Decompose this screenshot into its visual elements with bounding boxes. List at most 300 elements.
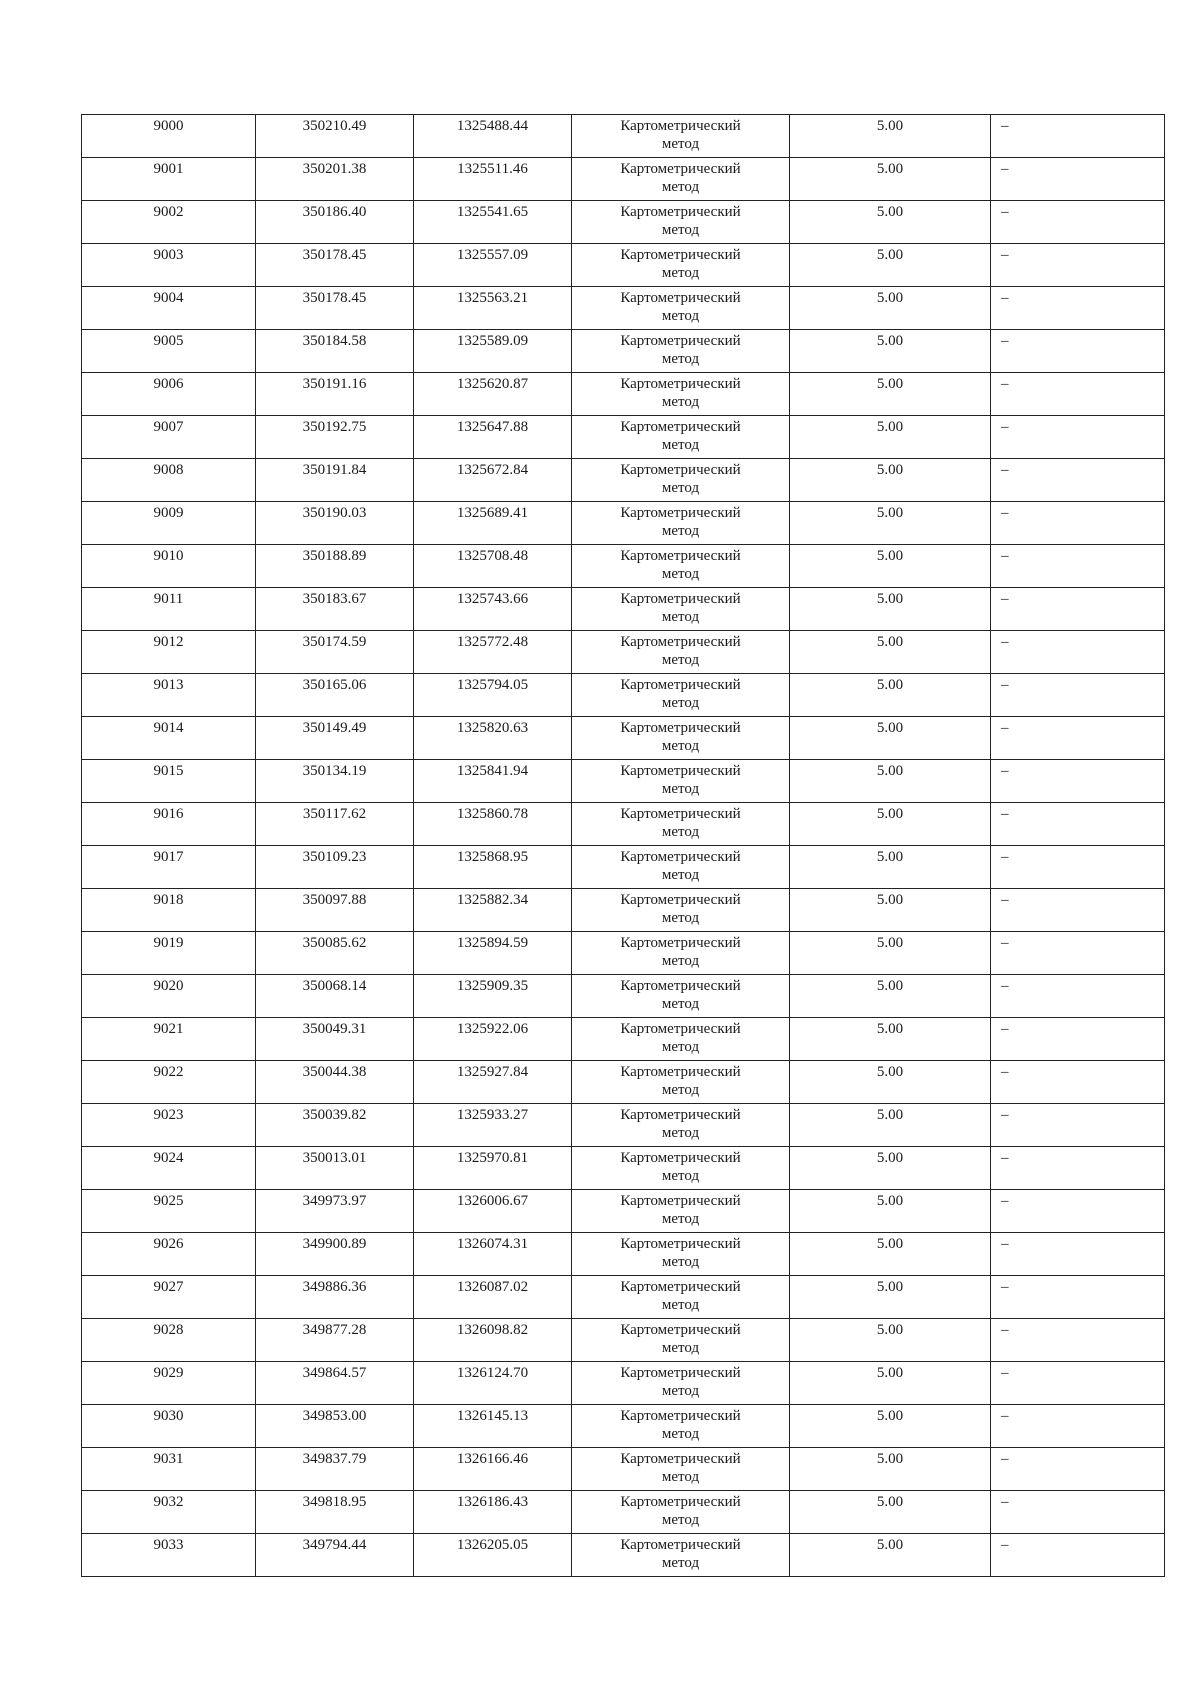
point-number-text: 9011 bbox=[153, 591, 184, 607]
y-coordinate-cell bbox=[414, 846, 572, 889]
x-coordinate-cell bbox=[256, 975, 414, 1018]
table-row bbox=[82, 674, 1165, 717]
point-number-text: 9009 bbox=[153, 505, 184, 521]
extra-cell bbox=[991, 717, 1165, 760]
x-coordinate-cell bbox=[256, 416, 414, 459]
method-line-1: Картометрический bbox=[620, 161, 741, 177]
extra-text: – bbox=[1001, 505, 1009, 521]
method-line-2: метод bbox=[661, 953, 700, 969]
extra-text: – bbox=[1001, 677, 1009, 693]
table-row bbox=[82, 416, 1165, 459]
method-line-1: Картометрический bbox=[620, 419, 741, 435]
point-number-text: 9006 bbox=[153, 376, 184, 392]
method-line-1: Картометрический bbox=[620, 462, 741, 478]
method-line-1: Картометрический bbox=[620, 204, 741, 220]
y-coordinate-text: 1325557.09 bbox=[456, 247, 529, 263]
x-coordinate-text: 350039.82 bbox=[302, 1107, 367, 1123]
extra-text: – bbox=[1001, 720, 1009, 736]
method-line-1: Картометрический bbox=[620, 1408, 741, 1424]
y-coordinate-text: 1325620.87 bbox=[456, 376, 529, 392]
x-coordinate-text: 350186.40 bbox=[302, 204, 367, 220]
table-row bbox=[82, 846, 1165, 889]
precision-cell bbox=[790, 932, 991, 975]
precision-text: 5.00 bbox=[876, 1494, 904, 1510]
point-number-cell bbox=[82, 158, 256, 201]
x-coordinate-cell bbox=[256, 1147, 414, 1190]
extra-text: – bbox=[1001, 978, 1009, 994]
precision-text: 5.00 bbox=[876, 591, 904, 607]
table-row bbox=[82, 1147, 1165, 1190]
point-number-text: 9008 bbox=[153, 462, 184, 478]
x-coordinate-cell bbox=[256, 1491, 414, 1534]
method-line-1: Картометрический bbox=[620, 1021, 741, 1037]
method-line-2: метод bbox=[661, 652, 700, 668]
extra-cell bbox=[991, 1448, 1165, 1491]
point-number-text: 9014 bbox=[153, 720, 184, 736]
extra-text: – bbox=[1001, 1537, 1009, 1553]
x-coordinate-text: 349900.89 bbox=[302, 1236, 367, 1252]
x-coordinate-cell bbox=[256, 1534, 414, 1577]
method-line-2: метод bbox=[661, 1512, 700, 1528]
y-coordinate-cell bbox=[414, 330, 572, 373]
x-coordinate-text: 349864.57 bbox=[302, 1365, 367, 1381]
table-row bbox=[82, 1448, 1165, 1491]
precision-text: 5.00 bbox=[876, 1408, 904, 1424]
y-coordinate-text: 1326145.13 bbox=[456, 1408, 529, 1424]
point-number-text: 9000 bbox=[153, 118, 184, 134]
x-coordinate-cell bbox=[256, 545, 414, 588]
y-coordinate-cell bbox=[414, 158, 572, 201]
y-coordinate-text: 1325927.84 bbox=[456, 1064, 529, 1080]
precision-cell bbox=[790, 459, 991, 502]
table-row bbox=[82, 1276, 1165, 1319]
extra-text: – bbox=[1001, 806, 1009, 822]
extra-text: – bbox=[1001, 161, 1009, 177]
method-line-2: метод bbox=[661, 351, 700, 367]
point-number-text: 9032 bbox=[153, 1494, 184, 1510]
point-number-cell bbox=[82, 846, 256, 889]
precision-text: 5.00 bbox=[876, 290, 904, 306]
extra-cell bbox=[991, 674, 1165, 717]
x-coordinate-cell bbox=[256, 201, 414, 244]
method-line-2: метод bbox=[661, 781, 700, 797]
y-coordinate-cell bbox=[414, 416, 572, 459]
method-cell bbox=[572, 287, 790, 330]
x-coordinate-text: 349877.28 bbox=[302, 1322, 367, 1338]
method-cell bbox=[572, 459, 790, 502]
extra-cell bbox=[991, 244, 1165, 287]
x-coordinate-text: 350109.23 bbox=[302, 849, 367, 865]
method-line-1: Картометрический bbox=[620, 1451, 741, 1467]
x-coordinate-text: 350049.31 bbox=[302, 1021, 367, 1037]
point-number-cell bbox=[82, 631, 256, 674]
x-coordinate-cell bbox=[256, 330, 414, 373]
point-number-cell bbox=[82, 1491, 256, 1534]
precision-cell bbox=[790, 889, 991, 932]
point-number-text: 9007 bbox=[153, 419, 184, 435]
y-coordinate-text: 1325868.95 bbox=[456, 849, 529, 865]
extra-text: – bbox=[1001, 591, 1009, 607]
x-coordinate-cell bbox=[256, 244, 414, 287]
point-number-text: 9022 bbox=[153, 1064, 184, 1080]
x-coordinate-text: 350117.62 bbox=[302, 806, 367, 822]
precision-text: 5.00 bbox=[876, 806, 904, 822]
point-number-cell bbox=[82, 760, 256, 803]
point-number-cell bbox=[82, 1276, 256, 1319]
point-number-text: 9029 bbox=[153, 1365, 184, 1381]
y-coordinate-text: 1325647.88 bbox=[456, 419, 529, 435]
method-cell bbox=[572, 416, 790, 459]
y-coordinate-text: 1325743.66 bbox=[456, 591, 529, 607]
x-coordinate-cell bbox=[256, 115, 414, 158]
extra-text: – bbox=[1001, 1279, 1009, 1295]
method-line-1: Картометрический bbox=[620, 376, 741, 392]
point-number-cell bbox=[82, 115, 256, 158]
method-line-2: метод bbox=[661, 1469, 700, 1485]
method-line-2: метод bbox=[661, 437, 700, 453]
table-row bbox=[82, 158, 1165, 201]
precision-text: 5.00 bbox=[876, 161, 904, 177]
x-coordinate-text: 350013.01 bbox=[302, 1150, 367, 1166]
y-coordinate-cell bbox=[414, 1147, 572, 1190]
y-coordinate-cell bbox=[414, 717, 572, 760]
table-row bbox=[82, 373, 1165, 416]
precision-cell bbox=[790, 1190, 991, 1233]
method-cell bbox=[572, 545, 790, 588]
y-coordinate-text: 1325794.05 bbox=[456, 677, 529, 693]
precision-text: 5.00 bbox=[876, 978, 904, 994]
point-number-text: 9004 bbox=[153, 290, 184, 306]
precision-cell bbox=[790, 201, 991, 244]
y-coordinate-cell bbox=[414, 1190, 572, 1233]
precision-cell bbox=[790, 846, 991, 889]
x-coordinate-cell bbox=[256, 373, 414, 416]
method-line-2: метод bbox=[661, 738, 700, 754]
method-line-1: Картометрический bbox=[620, 634, 741, 650]
y-coordinate-text: 1325708.48 bbox=[456, 548, 529, 564]
table-row bbox=[82, 1018, 1165, 1061]
x-coordinate-text: 350201.38 bbox=[302, 161, 367, 177]
method-line-1: Картометрический bbox=[620, 1150, 741, 1166]
y-coordinate-cell bbox=[414, 115, 572, 158]
precision-text: 5.00 bbox=[876, 204, 904, 220]
precision-cell bbox=[790, 1147, 991, 1190]
precision-cell bbox=[790, 975, 991, 1018]
method-cell bbox=[572, 1147, 790, 1190]
y-coordinate-cell bbox=[414, 1018, 572, 1061]
extra-cell bbox=[991, 502, 1165, 545]
table-row bbox=[82, 115, 1165, 158]
precision-text: 5.00 bbox=[876, 1279, 904, 1295]
y-coordinate-text: 1325933.27 bbox=[456, 1107, 529, 1123]
x-coordinate-cell bbox=[256, 502, 414, 545]
table-row bbox=[82, 1362, 1165, 1405]
extra-cell bbox=[991, 1147, 1165, 1190]
method-line-1: Картометрический bbox=[620, 118, 741, 134]
table-row bbox=[82, 1190, 1165, 1233]
method-line-2: метод bbox=[661, 609, 700, 625]
method-line-2: метод bbox=[661, 1168, 700, 1184]
point-number-text: 9005 bbox=[153, 333, 184, 349]
x-coordinate-text: 350190.03 bbox=[302, 505, 367, 521]
x-coordinate-text: 350210.49 bbox=[302, 118, 367, 134]
y-coordinate-cell bbox=[414, 1104, 572, 1147]
y-coordinate-cell bbox=[414, 502, 572, 545]
y-coordinate-cell bbox=[414, 1448, 572, 1491]
extra-cell bbox=[991, 803, 1165, 846]
y-coordinate-cell bbox=[414, 545, 572, 588]
y-coordinate-text: 1326124.70 bbox=[456, 1365, 529, 1381]
extra-cell bbox=[991, 1018, 1165, 1061]
method-line-1: Картометрический bbox=[620, 1537, 741, 1553]
method-line-2: метод bbox=[661, 179, 700, 195]
precision-cell bbox=[790, 1104, 991, 1147]
point-number-text: 9010 bbox=[153, 548, 184, 564]
table-row bbox=[82, 803, 1165, 846]
table-row bbox=[82, 330, 1165, 373]
y-coordinate-cell bbox=[414, 760, 572, 803]
table-row bbox=[82, 1319, 1165, 1362]
table-row bbox=[82, 287, 1165, 330]
method-cell bbox=[572, 631, 790, 674]
point-number-cell bbox=[82, 1448, 256, 1491]
precision-cell bbox=[790, 717, 991, 760]
point-number-cell bbox=[82, 717, 256, 760]
method-cell bbox=[572, 1534, 790, 1577]
y-coordinate-text: 1326087.02 bbox=[456, 1279, 529, 1295]
precision-cell bbox=[790, 1276, 991, 1319]
y-coordinate-cell bbox=[414, 1319, 572, 1362]
y-coordinate-text: 1325820.63 bbox=[456, 720, 529, 736]
x-coordinate-text: 350178.45 bbox=[302, 247, 367, 263]
point-number-text: 9017 bbox=[153, 849, 184, 865]
method-line-1: Картометрический bbox=[620, 1193, 741, 1209]
extra-text: – bbox=[1001, 1408, 1009, 1424]
method-line-1: Картометрический bbox=[620, 1064, 741, 1080]
method-line-1: Картометрический bbox=[620, 1322, 741, 1338]
method-cell bbox=[572, 889, 790, 932]
table-row bbox=[82, 1061, 1165, 1104]
extra-text: – bbox=[1001, 763, 1009, 779]
extra-text: – bbox=[1001, 118, 1009, 134]
x-coordinate-cell bbox=[256, 1190, 414, 1233]
method-line-2: метод bbox=[661, 308, 700, 324]
extra-text: – bbox=[1001, 892, 1009, 908]
method-line-1: Картометрический bbox=[620, 247, 741, 263]
x-coordinate-text: 350085.62 bbox=[302, 935, 367, 951]
precision-text: 5.00 bbox=[876, 1365, 904, 1381]
method-line-1: Картометрический bbox=[620, 333, 741, 349]
y-coordinate-cell bbox=[414, 588, 572, 631]
table-body bbox=[82, 115, 1165, 1577]
method-line-1: Картометрический bbox=[620, 978, 741, 994]
extra-text: – bbox=[1001, 548, 1009, 564]
x-coordinate-text: 350044.38 bbox=[302, 1064, 367, 1080]
x-coordinate-cell bbox=[256, 1448, 414, 1491]
x-coordinate-text: 350134.19 bbox=[302, 763, 367, 779]
table-row bbox=[82, 760, 1165, 803]
method-line-2: метод bbox=[661, 695, 700, 711]
method-cell bbox=[572, 1362, 790, 1405]
x-coordinate-text: 350183.67 bbox=[302, 591, 367, 607]
method-cell bbox=[572, 717, 790, 760]
x-coordinate-cell bbox=[256, 889, 414, 932]
method-line-1: Картометрический bbox=[620, 290, 741, 306]
point-number-text: 9033 bbox=[153, 1537, 184, 1553]
precision-text: 5.00 bbox=[876, 1150, 904, 1166]
y-coordinate-text: 1325894.59 bbox=[456, 935, 529, 951]
point-number-cell bbox=[82, 1104, 256, 1147]
extra-cell bbox=[991, 1061, 1165, 1104]
precision-text: 5.00 bbox=[876, 1451, 904, 1467]
table-row bbox=[82, 201, 1165, 244]
method-line-1: Картометрический bbox=[620, 591, 741, 607]
precision-text: 5.00 bbox=[876, 1107, 904, 1123]
extra-cell bbox=[991, 115, 1165, 158]
extra-cell bbox=[991, 287, 1165, 330]
y-coordinate-text: 1326205.05 bbox=[456, 1537, 529, 1553]
precision-cell bbox=[790, 1362, 991, 1405]
precision-cell bbox=[790, 1018, 991, 1061]
point-number-cell bbox=[82, 545, 256, 588]
method-line-1: Картометрический bbox=[620, 1236, 741, 1252]
method-line-2: метод bbox=[661, 1383, 700, 1399]
method-cell bbox=[572, 674, 790, 717]
table-row bbox=[82, 975, 1165, 1018]
y-coordinate-cell bbox=[414, 631, 572, 674]
point-number-text: 9028 bbox=[153, 1322, 184, 1338]
extra-cell bbox=[991, 201, 1165, 244]
precision-text: 5.00 bbox=[876, 1064, 904, 1080]
x-coordinate-cell bbox=[256, 1233, 414, 1276]
precision-cell bbox=[790, 1448, 991, 1491]
x-coordinate-text: 350191.16 bbox=[302, 376, 367, 392]
point-number-text: 9013 bbox=[153, 677, 184, 693]
point-number-cell bbox=[82, 1405, 256, 1448]
method-line-2: метод bbox=[661, 1082, 700, 1098]
precision-text: 5.00 bbox=[876, 1193, 904, 1209]
method-line-2: метод bbox=[661, 867, 700, 883]
x-coordinate-cell bbox=[256, 932, 414, 975]
extra-text: – bbox=[1001, 1107, 1009, 1123]
y-coordinate-cell bbox=[414, 889, 572, 932]
method-line-1: Картометрический bbox=[620, 1107, 741, 1123]
y-coordinate-cell bbox=[414, 244, 572, 287]
method-cell bbox=[572, 1276, 790, 1319]
precision-text: 5.00 bbox=[876, 333, 904, 349]
point-number-cell bbox=[82, 244, 256, 287]
x-coordinate-text: 350149.49 bbox=[302, 720, 367, 736]
y-coordinate-text: 1325488.44 bbox=[456, 118, 529, 134]
x-coordinate-cell bbox=[256, 1319, 414, 1362]
x-coordinate-cell bbox=[256, 287, 414, 330]
y-coordinate-text: 1326186.43 bbox=[456, 1494, 529, 1510]
extra-cell bbox=[991, 760, 1165, 803]
x-coordinate-cell bbox=[256, 1362, 414, 1405]
method-line-2: метод bbox=[661, 523, 700, 539]
extra-cell bbox=[991, 588, 1165, 631]
precision-cell bbox=[790, 674, 991, 717]
method-line-2: метод bbox=[661, 996, 700, 1012]
method-line-2: метод bbox=[661, 222, 700, 238]
x-coordinate-cell bbox=[256, 588, 414, 631]
method-line-2: метод bbox=[661, 1211, 700, 1227]
method-line-2: метод bbox=[661, 480, 700, 496]
point-number-text: 9003 bbox=[153, 247, 184, 263]
method-line-2: метод bbox=[661, 1426, 700, 1442]
point-number-cell bbox=[82, 932, 256, 975]
extra-text: – bbox=[1001, 1064, 1009, 1080]
precision-cell bbox=[790, 1319, 991, 1362]
x-coordinate-cell bbox=[256, 1018, 414, 1061]
table-row bbox=[82, 502, 1165, 545]
x-coordinate-text: 350184.58 bbox=[302, 333, 367, 349]
point-number-cell bbox=[82, 1061, 256, 1104]
method-cell bbox=[572, 803, 790, 846]
table-row bbox=[82, 631, 1165, 674]
x-coordinate-text: 350165.06 bbox=[302, 677, 367, 693]
point-number-text: 9026 bbox=[153, 1236, 184, 1252]
y-coordinate-cell bbox=[414, 1276, 572, 1319]
precision-cell bbox=[790, 502, 991, 545]
method-line-1: Картометрический bbox=[620, 892, 741, 908]
precision-text: 5.00 bbox=[876, 1537, 904, 1553]
extra-cell bbox=[991, 932, 1165, 975]
y-coordinate-text: 1326098.82 bbox=[456, 1322, 529, 1338]
precision-text: 5.00 bbox=[876, 720, 904, 736]
table-row bbox=[82, 1534, 1165, 1577]
precision-cell bbox=[790, 244, 991, 287]
x-coordinate-text: 350068.14 bbox=[302, 978, 367, 994]
point-number-cell bbox=[82, 287, 256, 330]
method-cell bbox=[572, 1233, 790, 1276]
method-line-2: метод bbox=[661, 1297, 700, 1313]
method-cell bbox=[572, 201, 790, 244]
table-row bbox=[82, 244, 1165, 287]
extra-cell bbox=[991, 1190, 1165, 1233]
y-coordinate-cell bbox=[414, 803, 572, 846]
method-line-2: метод bbox=[661, 910, 700, 926]
x-coordinate-cell bbox=[256, 674, 414, 717]
y-coordinate-text: 1325909.35 bbox=[456, 978, 529, 994]
point-number-cell bbox=[82, 1362, 256, 1405]
y-coordinate-cell bbox=[414, 1233, 572, 1276]
extra-text: – bbox=[1001, 634, 1009, 650]
method-line-1: Картометрический bbox=[620, 1279, 741, 1295]
x-coordinate-cell bbox=[256, 1104, 414, 1147]
extra-cell bbox=[991, 158, 1165, 201]
extra-cell bbox=[991, 1276, 1165, 1319]
point-number-cell bbox=[82, 588, 256, 631]
y-coordinate-text: 1326166.46 bbox=[456, 1451, 529, 1467]
method-line-1: Картометрический bbox=[620, 548, 741, 564]
precision-cell bbox=[790, 1233, 991, 1276]
method-cell bbox=[572, 1190, 790, 1233]
point-number-text: 9001 bbox=[153, 161, 184, 177]
method-cell bbox=[572, 1018, 790, 1061]
y-coordinate-text: 1325541.65 bbox=[456, 204, 529, 220]
y-coordinate-text: 1325922.06 bbox=[456, 1021, 529, 1037]
point-number-text: 9031 bbox=[153, 1451, 184, 1467]
precision-cell bbox=[790, 760, 991, 803]
y-coordinate-cell bbox=[414, 1061, 572, 1104]
precision-cell bbox=[790, 1491, 991, 1534]
precision-text: 5.00 bbox=[876, 677, 904, 693]
y-coordinate-text: 1325589.09 bbox=[456, 333, 529, 349]
y-coordinate-cell bbox=[414, 201, 572, 244]
point-number-cell bbox=[82, 674, 256, 717]
point-number-text: 9025 bbox=[153, 1193, 184, 1209]
